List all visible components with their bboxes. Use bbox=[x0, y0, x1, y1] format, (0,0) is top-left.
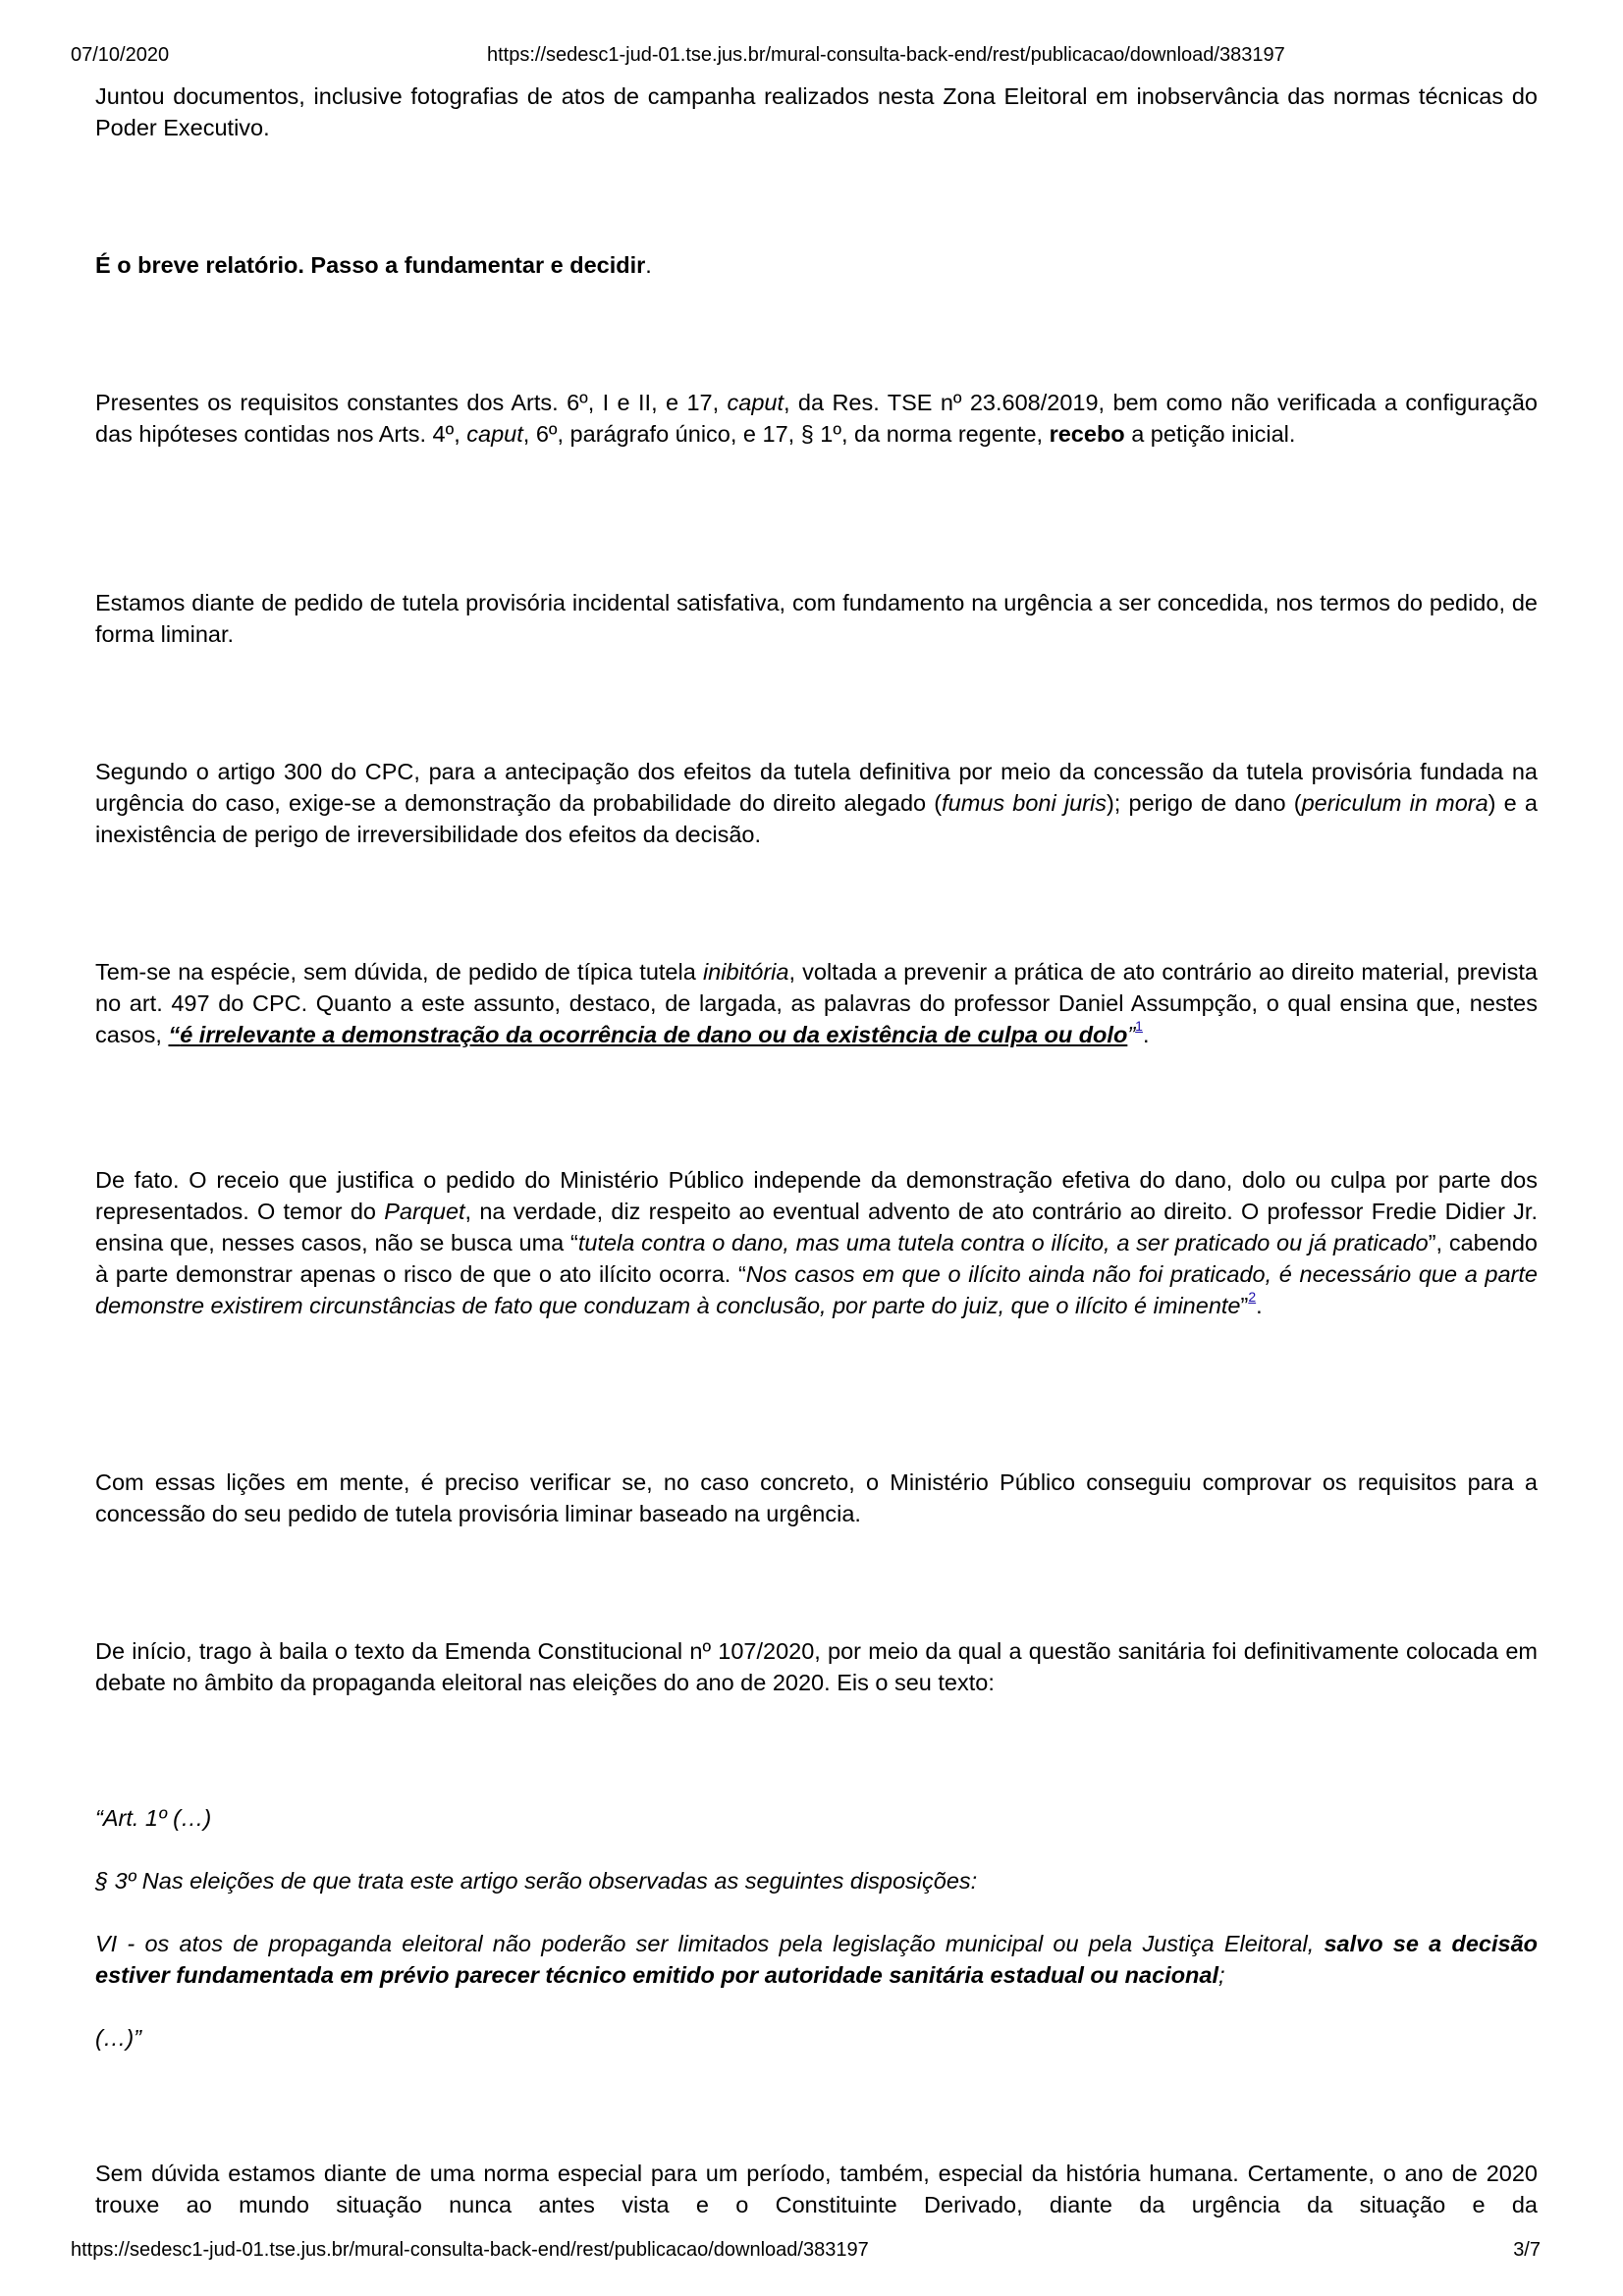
relatorio-bold-text: É o breve relatório. Passo a fundamentar e decidir bbox=[95, 252, 646, 278]
italic-span: periculum in mora bbox=[1301, 790, 1488, 816]
text-span: . bbox=[1256, 1293, 1263, 1318]
paragraph-relatorio bbox=[95, 249, 1538, 281]
footnote-link-2[interactable]: 2 bbox=[1248, 1289, 1257, 1305]
footer-url: https://sedesc1-jud-01.tse.jus.br/mural-consulta-back-end/rest/publicacao/download/383197 bbox=[71, 2239, 869, 2261]
quote-end: (…)” bbox=[95, 2025, 141, 2051]
bold-span: recebo bbox=[1049, 421, 1125, 447]
text-span: ” bbox=[1240, 1293, 1249, 1318]
paragraph-licoes: Com essas lições em mente, é preciso verificar se, no caso concreto, o Ministério Público conseguiu comprovar os requisitos para a concessão do seu pedido de tutela provisória liminar baseado na urgência. bbox=[95, 1469, 1538, 1526]
text-span: Segundo o artigo 300 do CPC, para a antecipação dos efeitos da tutela definitiva por meio da concessão da tutela provisória fundada na urgência do caso, exige-se a demonstração da probabilidade do direito alegado ( bbox=[95, 759, 1538, 816]
paragraph-documentos: Juntou documentos, inclusive fotografias de atos de campanha realizados nesta Zona Eleitoral em inobservância das normas técnicas do Poder Executivo. bbox=[95, 83, 1538, 140]
quote-mark: “ bbox=[168, 1022, 181, 1047]
emphasized-quote: é irrelevante a demonstração da ocorrência de dano ou da existência de culpa ou dolo bbox=[180, 1022, 1128, 1047]
text-span: , voltada a prevenir a prática de ato contrário ao direito material, prevista no art. 497 do CPC. Quanto a este assunto, destaco, de largada, as palavras do professor Daniel Assumpção, o qual ensina que, nestes casos, bbox=[95, 959, 1538, 1047]
text-span: , 6º, parágrafo único, e 17, § 1º, da norma regente, bbox=[522, 421, 1050, 447]
italic-span: tutela contra o dano, mas uma tutela contra o ilícito, a ser praticado ou já praticado bbox=[577, 1230, 1429, 1255]
text-span: Presentes os requisitos constantes dos Arts. 6º, I e II, e 17, bbox=[95, 390, 728, 415]
quote-art-1: “Art. 1º (…) bbox=[95, 1805, 212, 1831]
italic-span: Parquet bbox=[384, 1199, 465, 1224]
bold-span: salvo se a decisão estiver fundamentada em prévio parecer técnico emitido por autoridade sanitária estadual ou nacional bbox=[95, 1931, 1538, 1988]
text-span: ); perigo de dano ( bbox=[1106, 790, 1302, 816]
text-span: . bbox=[1142, 1022, 1150, 1047]
text-span: ”, cabendo à parte demonstrar apenas o risco de que o ato ilícito ocorra. “ bbox=[95, 1230, 1539, 1287]
quote-inciso-vi bbox=[95, 1928, 1538, 1991]
italic-span: Nos casos em que o ilícito ainda não foi praticado, é necessário que a parte demonstre existirem circunstâncias de fato que conduzam à conclusão, por parte do juiz, que o ilícito é iminente bbox=[95, 1261, 1538, 1318]
text-span: a petição inicial. bbox=[1124, 421, 1296, 447]
italic-span: fumus boni juris bbox=[942, 790, 1107, 816]
text-span: ; bbox=[1218, 1962, 1225, 1988]
footnote-link-1[interactable]: 1 bbox=[1135, 1018, 1143, 1034]
italic-span: caput bbox=[466, 421, 523, 447]
text-span: ) e a inexistência de perigo de irreversibilidade dos efeitos da decisão. bbox=[95, 790, 1538, 847]
paragraph-tutela-provisoria: Estamos diante de pedido de tutela provisória incidental satisfativa, com fundamento na urgência a ser concedida, nos termos do pedido, de forma liminar. bbox=[95, 590, 1538, 647]
page-number: 3/7 bbox=[1513, 2239, 1541, 2261]
paragraph-artigo-300 bbox=[95, 756, 1538, 850]
text-span: VI - os atos de propaganda eleitoral não poderão ser limitados pela legislação municipal ou pela Justiça Eleitoral, bbox=[95, 1931, 1325, 1956]
paragraph-inibitoria bbox=[95, 956, 1538, 1050]
italic-span: caput bbox=[727, 390, 784, 415]
italic-span: inibitória bbox=[702, 959, 789, 985]
text-span: De fato. O receio que justifica o pedido do Ministério Público independe da demonstração efetiva do dano, dolo ou culpa por parte dos representados. O temor do bbox=[95, 1167, 1538, 1224]
quote-paragrafo-3: § 3º Nas eleições de que trata este artigo serão observadas as seguintes disposições: bbox=[95, 1868, 978, 1894]
text-span: , da Res. TSE nº 23.608/2019, bem como não verificada a configuração das hipóteses contidas nos Arts. 4º, bbox=[95, 390, 1538, 447]
text-span: Tem-se na espécie, sem dúvida, de pedido de típica tutela bbox=[95, 959, 703, 985]
paragraph-emenda: De início, trago à baila o texto da Emenda Constitucional nº 107/2020, por meio da qual a questão sanitária foi definitivamente colocada em debate no âmbito da propaganda eleitoral nas eleições do ano de 2020. Eis o seu texto: bbox=[95, 1638, 1538, 1695]
quote-mark: ” bbox=[1127, 1022, 1136, 1047]
paragraph-requisitos bbox=[95, 387, 1538, 450]
header-date: 07/10/2020 bbox=[71, 44, 170, 66]
paragraph-de-fato bbox=[95, 1164, 1538, 1321]
text-span: , na verdade, diz respeito ao eventual advento de ato contrário ao direito. O professor Fredie Didier Jr. ensina que, nesses casos, não se busca uma “ bbox=[95, 1199, 1538, 1255]
paragraph-norma-especial: Sem dúvida estamos diante de uma norma especial para um período, também, especial da história humana. Certamente, o ano de 2020 trouxe ao mundo situação nunca antes vista e o Constituinte Derivado, diante da urgência da situação e da bbox=[95, 2161, 1538, 2217]
header-url: https://sedesc1-jud-01.tse.jus.br/mural-consulta-back-end/rest/publicacao/download/383197 bbox=[487, 44, 1285, 66]
relatorio-end: . bbox=[645, 252, 652, 278]
